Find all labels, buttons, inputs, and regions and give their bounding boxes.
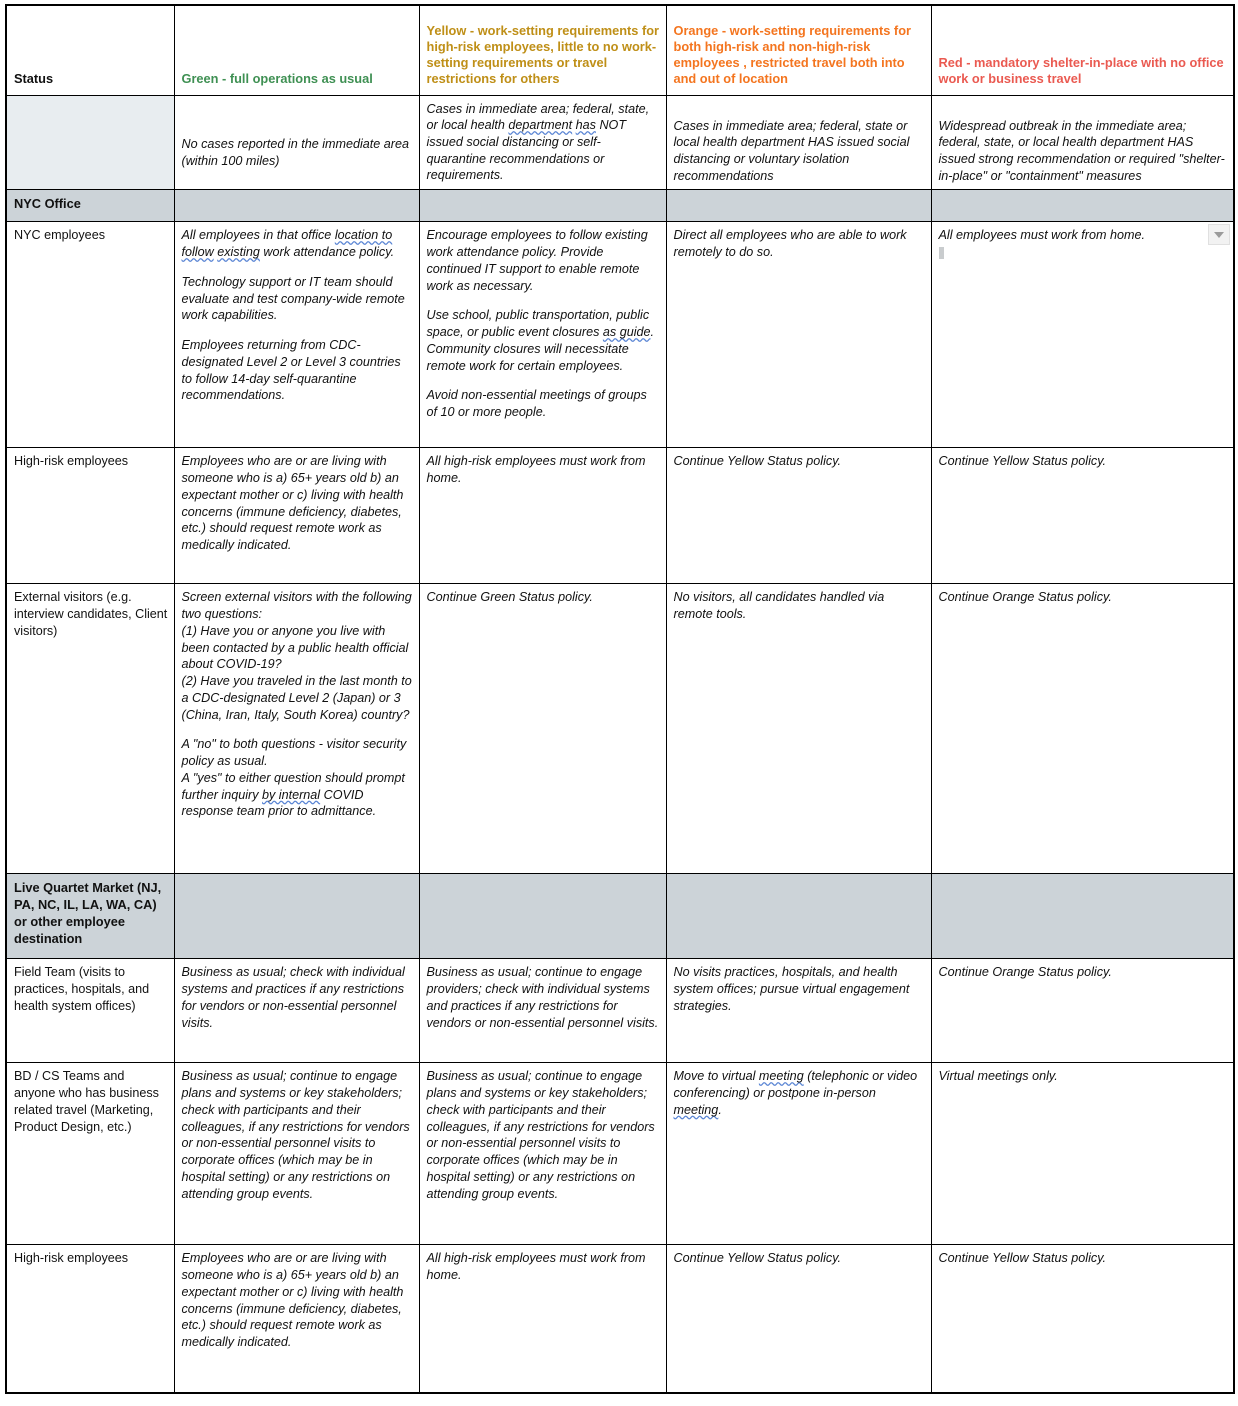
cell-high-risk-market-yellow: All high-risk employees must work from home.	[419, 1245, 666, 1393]
cell-nyc-employees-yellow	[419, 222, 666, 448]
text-fragment: (telephonic or video conferencing) or postpone in-person	[673, 1069, 918, 1101]
cell-nyc-employees-orange: Direct all employees who are able to work remotely to do so.	[666, 222, 931, 448]
column-header-status: Status	[6, 5, 174, 95]
table-row-high-risk-nyc	[6, 448, 1234, 584]
row-label-high-risk-market: High-risk employees	[6, 1245, 174, 1393]
section-title-nyc-office: NYC Office	[6, 190, 174, 222]
paragraph: A "no" to both questions - visitor security policy as usual.	[181, 737, 407, 769]
text-fragment: . Community closures will necessitate remote work for certain employees.	[426, 325, 655, 373]
spellcheck-word: department	[508, 118, 573, 133]
table-row-high-risk-market	[6, 1245, 1234, 1393]
text-fragment: All employees in that office	[181, 228, 335, 243]
section-title-live-quartet-market: Live Quartet Market (NJ, PA, NC, IL, LA, WA, CA) or other employee destination	[6, 874, 174, 959]
cell-field-team-red: Continue Orange Status policy.	[931, 959, 1234, 1063]
table-header-row	[6, 5, 1234, 95]
paragraph: Screen external visitors with the following two questions:	[181, 590, 412, 622]
criteria-red: Widespread outbreak in the immediate area; federal, state, or local health department HAS issued strong recommendation or required "shelter-in-place" or "containment" measures	[931, 95, 1234, 190]
criteria-orange: Cases in immediate area; federal, state or local health department HAS issued social distancing or voluntary isolation recommendations	[666, 95, 931, 190]
spellcheck-word: as guide	[602, 325, 651, 340]
section-spacer-orange	[666, 190, 931, 222]
cell-external-visitors-green	[174, 584, 419, 874]
row-label-external-visitors: External visitors (e.g. interview candidates, Client visitors)	[6, 584, 174, 874]
spellcheck-word: existing	[217, 245, 260, 260]
text-fragment: A "yes" to either question should prompt further inquiry	[181, 770, 405, 802]
section-spacer-red	[931, 874, 1234, 959]
text-fragment: work attendance policy.	[259, 245, 395, 260]
section-spacer-green	[174, 874, 419, 959]
cell-high-risk-nyc-yellow: All high-risk employees must work from home.	[419, 448, 666, 584]
cell-field-team-orange: No visits practices, hospitals, and health system offices; pursue virtual engagement strategies.	[666, 959, 931, 1063]
cell-high-risk-nyc-red: Continue Yellow Status policy.	[931, 448, 1234, 584]
text-fragment: Use school, public transportation, public space, or public event closures	[426, 308, 650, 340]
criteria-yellow	[419, 95, 666, 190]
text-cursor	[939, 247, 944, 259]
row-label-high-risk-nyc: High-risk employees	[6, 448, 174, 584]
text-fragment: COVID response team prior to admittance.	[181, 787, 377, 819]
cell-bd-cs-teams-red: Virtual meetings only.	[931, 1063, 1234, 1245]
cell-high-risk-nyc-green: Employees who are or are living with someone who is a) 65+ years old b) an expectant mother or c) living with health concerns (immune deficiency, diabetes, etc.) should request remote work as medically indicated.	[174, 448, 419, 584]
covid-response-matrix-table	[5, 4, 1235, 1394]
row-label-field-team: Field Team (visits to practices, hospitals, and health system offices)	[6, 959, 174, 1063]
column-header-orange: Orange - work-setting requirements for both high-risk and non-high-risk employees , restricted travel both into and out of location	[666, 5, 931, 95]
cell-bd-cs-teams-green: Business as usual; continue to engage plans and systems or key stakeholders; check with participants and their colleagues, if any restrictions for vendors or non-essential personnel visits to corporate offices (which may be in hospital setting) or any restrictions on attending group events.	[174, 1063, 419, 1245]
spellcheck-word: meeting	[758, 1069, 804, 1084]
row-label-bd-cs-teams: BD / CS Teams and anyone who has business related travel (Marketing, Product Design, etc.)	[6, 1063, 174, 1245]
paragraph: Technology support or IT team should evaluate and test company-wide remote work capabilities.	[181, 274, 405, 323]
spellcheck-word: has	[575, 118, 596, 133]
paragraph: Avoid non-essential meetings of groups of 10 or more people.	[426, 388, 647, 420]
cell-bd-cs-teams-orange	[666, 1063, 931, 1245]
cell-external-visitors-orange: No visitors, all candidates handled via remote tools.	[666, 584, 931, 874]
chevron-down-icon[interactable]	[1208, 224, 1230, 245]
section-spacer-yellow	[419, 874, 666, 959]
spellcheck-word: location to	[334, 228, 393, 243]
column-header-red: Red - mandatory shelter-in-place with no office work or business travel	[931, 5, 1234, 95]
cell-nyc-employees-red[interactable]	[931, 222, 1234, 448]
cell-nyc-employees-green	[174, 222, 419, 448]
section-spacer-green	[174, 190, 419, 222]
criteria-yellow-part1: Cases in immediate area; federal, state, or local health	[426, 101, 650, 133]
section-spacer-yellow	[419, 190, 666, 222]
section-spacer-orange	[666, 874, 931, 959]
table-row-field-team	[6, 959, 1234, 1063]
text-fragment: Move to virtual	[673, 1069, 759, 1084]
spellcheck-word: follow	[181, 245, 214, 260]
table-row-external-visitors	[6, 584, 1234, 874]
section-spacer-red	[931, 190, 1234, 222]
criteria-green: No cases reported in the immediate area (within 100 miles)	[174, 95, 419, 190]
cell-high-risk-market-red: Continue Yellow Status policy.	[931, 1245, 1234, 1393]
column-header-yellow: Yellow - work-setting requirements for high-risk employees, little to no work-setting requirements or travel restrictions for others	[419, 5, 666, 95]
section-row-live-quartet-market	[6, 874, 1234, 959]
paragraph: (2) Have you traveled in the last month to a CDC-designated Level 2 (Japan) or 3 (China, Iran, Italy, South Korea) country?	[181, 674, 412, 722]
table-row-nyc-employees	[6, 222, 1234, 448]
cell-field-team-yellow: Business as usual; continue to engage providers; check with individual systems and practices if any restrictions for vendors or non-essential personnel visits.	[419, 959, 666, 1063]
cell-high-risk-nyc-orange: Continue Yellow Status policy.	[666, 448, 931, 584]
cell-field-team-green: Business as usual; check with individual systems and practices if any restrictions for vendors or non-essential personnel visits.	[174, 959, 419, 1063]
cell-bd-cs-teams-yellow: Business as usual; continue to engage plans and systems or key stakeholders; check with participants and their colleagues, if any restrictions for vendors or non-essential personnel visits to corporate offices (which may be in hospital setting) or any restrictions on attending group events.	[419, 1063, 666, 1245]
text-fragment: .	[718, 1102, 722, 1117]
section-row-nyc-office	[6, 190, 1234, 222]
paragraph: (1) Have you or anyone you live with been contacted by a public health official about COVID-19?	[181, 623, 409, 672]
cell-external-visitors-yellow: Continue Green Status policy.	[419, 584, 666, 874]
cell-high-risk-market-green: Employees who are or are living with someone who is a) 65+ years old b) an expectant mother or c) living with health concerns (immune deficiency, diabetes, etc.) should request remote work as medically indicated.	[174, 1245, 419, 1393]
row-label-nyc-employees: NYC employees	[6, 222, 174, 448]
cell-high-risk-market-orange: Continue Yellow Status policy.	[666, 1245, 931, 1393]
paragraph: Encourage employees to follow existing work attendance policy. Provide continued IT support to enable remote work as necessary.	[426, 228, 648, 293]
cell-external-visitors-red: Continue Orange Status policy.	[931, 584, 1234, 874]
cell-text: All employees must work from home.	[938, 228, 1145, 243]
spellcheck-word: meeting	[673, 1102, 719, 1117]
criteria-yellow-part3: NOT issued social distancing or self-quarantine recommendations or requirements.	[426, 118, 627, 183]
table-row-bd-cs-teams	[6, 1063, 1234, 1245]
column-header-green: Green - full operations as usual	[174, 5, 419, 95]
spellcheck-word: by internal	[262, 787, 321, 802]
criteria-row-label	[6, 95, 174, 190]
criteria-row	[6, 95, 1234, 190]
paragraph: Employees returning from CDC-designated Level 2 or Level 3 countries to follow 14-day self-quarantine recommendations.	[181, 338, 401, 403]
